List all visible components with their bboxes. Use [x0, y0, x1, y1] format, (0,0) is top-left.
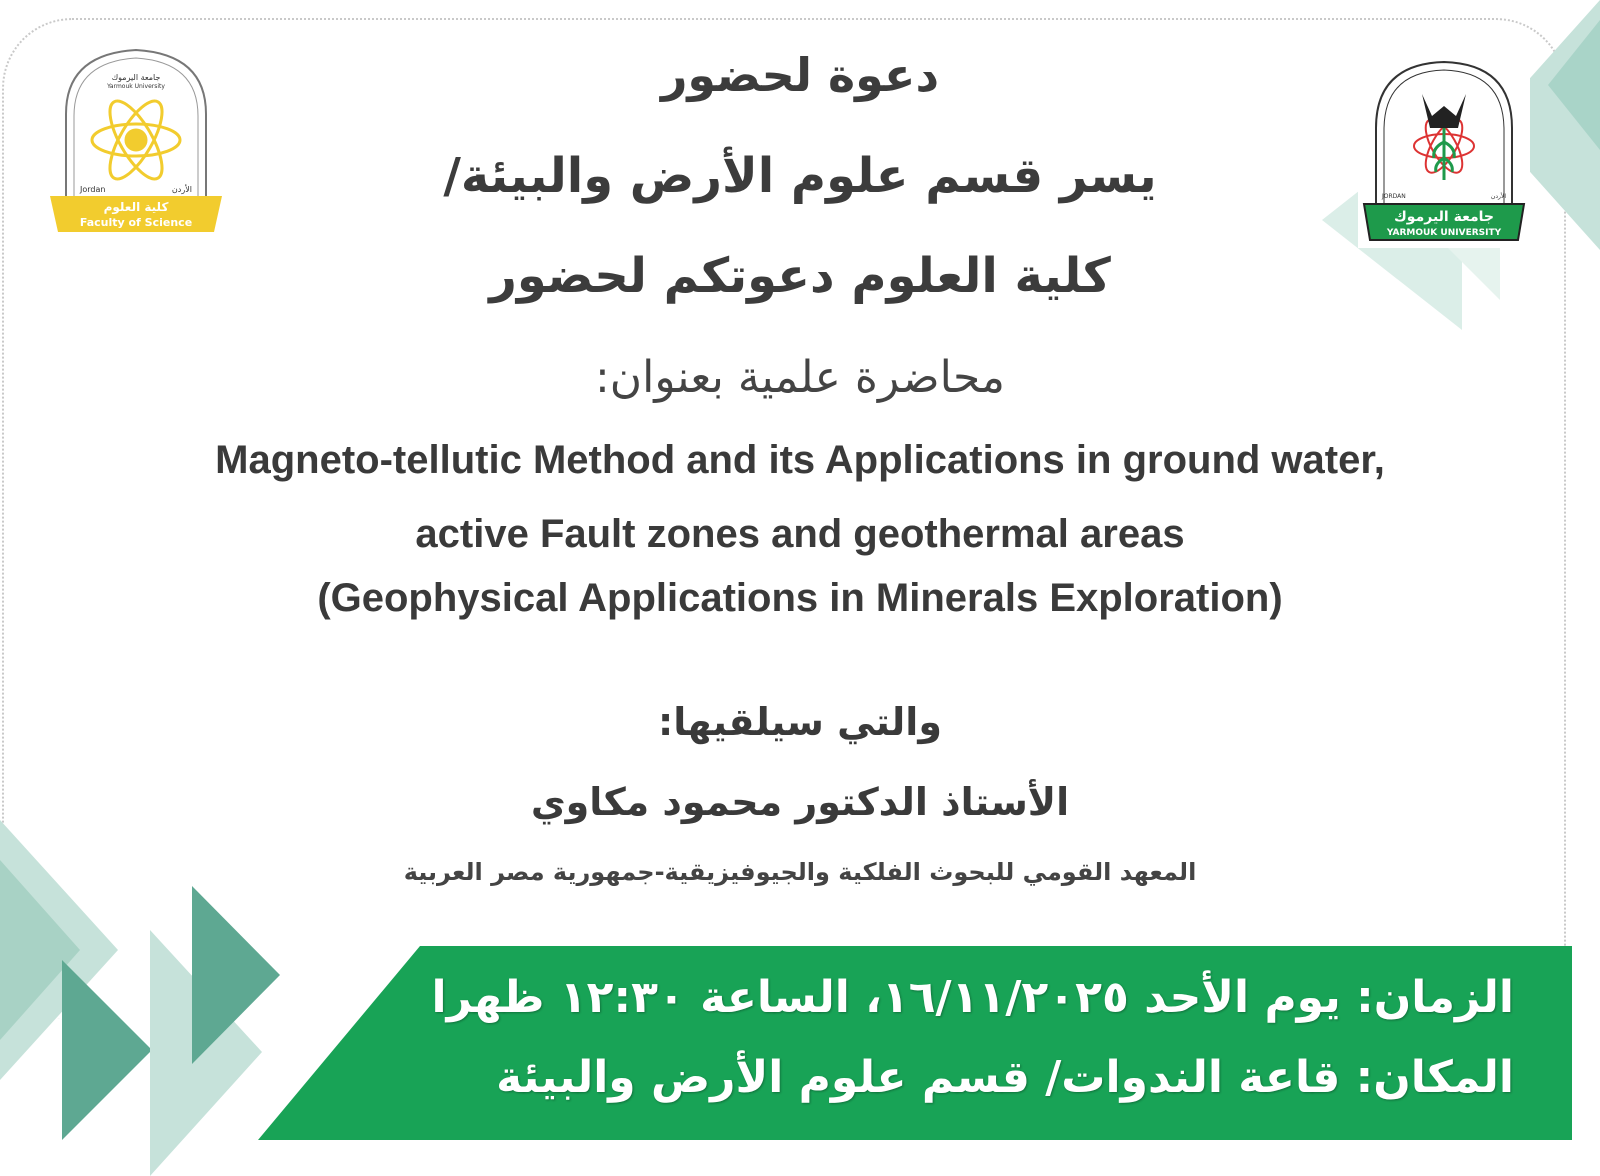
lecture-title-line-3: (Geophysical Applications in Minerals Exploration) [317, 576, 1283, 620]
svg-text:Faculty of Science: Faculty of Science [79, 216, 193, 229]
svg-text:الأردن: الأردن [171, 185, 192, 194]
event-time: الزمان: يوم الأحد ١٦/١١/٢٠٢٥، الساعة ١٢:٣٠ ظهرا [431, 972, 1514, 1023]
deco-triangle-bottom-left-3 [62, 960, 152, 1140]
svg-text:جامعة اليرموك: جامعة اليرموك [111, 73, 161, 82]
svg-text:JORDAN: JORDAN [1382, 193, 1406, 200]
event-place: المكان: قاعة الندوات/ قسم علوم الأرض والبيئة [496, 1052, 1514, 1103]
department-line: يسر قسم علوم الأرض والبيئة/ [443, 148, 1157, 204]
svg-text:Yarmouk University: Yarmouk University [107, 83, 165, 90]
lecture-intro: محاضرة علمية بعنوان: [594, 352, 1005, 403]
speaker-intro: والتي سيلقيها: [658, 700, 942, 744]
svg-text:الأردن: الأردن [1490, 193, 1506, 200]
speaker-affiliation: المعهد القومي للبحوث الفلكية والجيوفيزيقية-جمهورية مصر العربية [403, 858, 1197, 886]
speaker-name: الأستاذ الدكتور محمود مكاوي [530, 780, 1070, 824]
lecture-title-line-1: Magneto-tellutic Method and its Applications in ground water, [215, 438, 1385, 482]
svg-text:Jordan: Jordan [80, 185, 106, 194]
svg-text:جامعة اليرموك: جامعة اليرموك [1393, 209, 1495, 225]
lecture-title-line-2: active Fault zones and geothermal areas [415, 512, 1185, 556]
svg-text:كلية العلوم: كلية العلوم [103, 200, 169, 214]
invitation-heading: دعوة لحضور [660, 48, 940, 102]
svg-text:YARMOUK UNIVERSITY: YARMOUK UNIVERSITY [1386, 228, 1502, 238]
faculty-line: كلية العلوم دعوتكم لحضور [489, 248, 1111, 304]
